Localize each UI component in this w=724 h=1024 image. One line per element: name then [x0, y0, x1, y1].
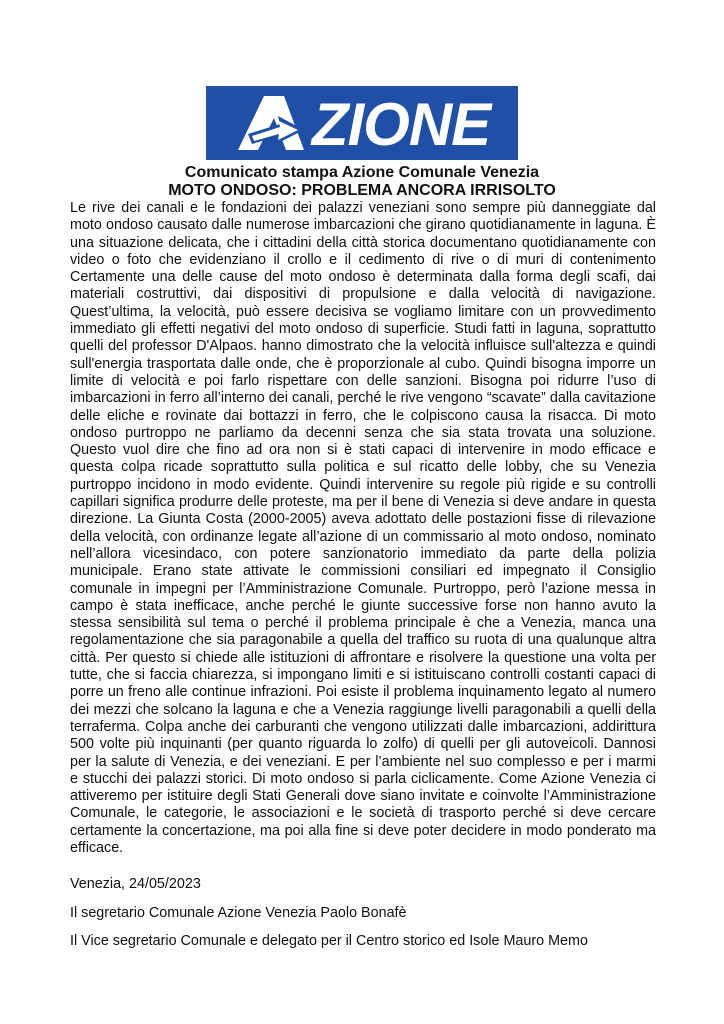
body-paragraph: Le rive dei canali e le fondazioni dei palazzi veneziani sono sempre più danneggiate dal moto ondoso causato dalle numerose imbarcazioni che girano quotidianamente in laguna. È una situazione delicata, che i cittadini della città storica documentano quotidianamente con video o foto che evidenziano il crollo e il cedimento di rive o di muri di contenimento Certamente una delle cause del moto ondoso è determinata dalla forma degli scafi, dai materiali costruttivi, dai dispositivi di propulsione e dalla velocità di navigazione. Quest’ultima, la velocità, può essere decisiva se vogliamo limitare con un provvedimento immediato gli effetti negativi del moto ondoso di superficie. Studi fatti in laguna, soprattutto quelli del professor D'Alpaos. hanno dimostrato che la velocità influisce sull'altezza e quindi sull'energia trasportata dalle onde, che è proporzionale al cubo. Quindi bisogna imporre un limite di velocità e poi farlo rispettare con delle sanzioni. Bisogna poi ridurre l’uso di imbarcazioni in ferro all’interno dei canali, perché le rive vengono “scavate” dalla cavitazione delle eliche e rovinate dai bottazzi in ferro, che le colpiscono causa la risacca. Di moto ondoso purtroppo ne parliamo da decenni senza che sia stata trovata una soluzione. Questo vuol dire che fino ad ora non si è stati capaci di intervenire in modo efficace e questa colpa ricade soprattutto sulla politica e sul ricatto delle lobby, che su Venezia purtroppo incidono in modo evidente. Quindi intervenire su regole più rigide e su controlli capillari significa produrre delle proteste, ma per il bene di Venezia si deve andare in questa direzione. La Giunta Costa (2000-2005) aveva adottato delle postazioni fisse di rilevazione della velocità, con ordinanze legate all’azione di un commissario al moto ondoso, nominato nell’allora vicesindaco, con potere sanzionatorio immediato da parte della polizia municipale. Erano state attivate le commissioni consiliari ed impegnato il Consiglio comunale in impegni per l’Amministrazione Comunale. Purtroppo, però l’azione messa in campo è stata inefficace, anche perché le giunte successive forse non hanno avuto la stessa sensibilità sul tema o perché il problema principale è che a Venezia, manca una regolamentazione che sia paragonabile a quella del traffico su ruota di una qualunque altra città. Per questo si chiede alle istituzioni di affrontare e risolvere la questione una volta per tutte, che si faccia chiarezza, si impongano limiti e si istituiscano controlli costanti capaci di porre un freno alle continue infrazioni. Poi esiste il problema inquinamento legato al numero dei mezzi che solcano la laguna e che a Venezia raggiunge livelli paragonabili a quelli della terraferma. Colpa anche dei carburanti che vengono utilizzati dalle imbarcazioni, addirittura 500 volte più inquinanti (per quanto riguarda lo zolfo) di quelli per gli autoveicoli. Dannosi per la salute di Venezia, e dei veneziani. E per l’ambiente nel suo complesso e per i marmi e stucchi dei palazzi storici. Di moto ondoso si parla ciclicamente. Come Azione Venezia ci attiveremo per istituire degli Stati Generali dove siano invitate e coinvolte l’Amministrazione Comunale, le categorie, le associazioni e le società di trasporto perché si deve cercare certamente la concertazione, ma poi alla fine si deve poter decidere in modo ponderato ma efficace.: [70, 200, 656, 856]
azione-logo: [206, 86, 518, 160]
document-date: Venezia, 24/05/2023: [70, 876, 201, 892]
logo-wordmark: ZIONE: [311, 91, 491, 158]
press-release-title: Comunicato stampa Azione Comunale Venezia: [184, 164, 540, 181]
signature-vice-secretary: Il Vice segretario Comunale e delegato per il Centro storico ed Isole Mauro Memo: [70, 933, 588, 949]
press-release-headline: MOTO ONDOSO: PROBLEMA ANCORA IRRISOLTO: [168, 182, 556, 199]
logo-a-arrow-icon: [234, 94, 310, 152]
signature-secretary: Il segretario Comunale Azione Venezia Paolo Bonafè: [70, 905, 407, 921]
